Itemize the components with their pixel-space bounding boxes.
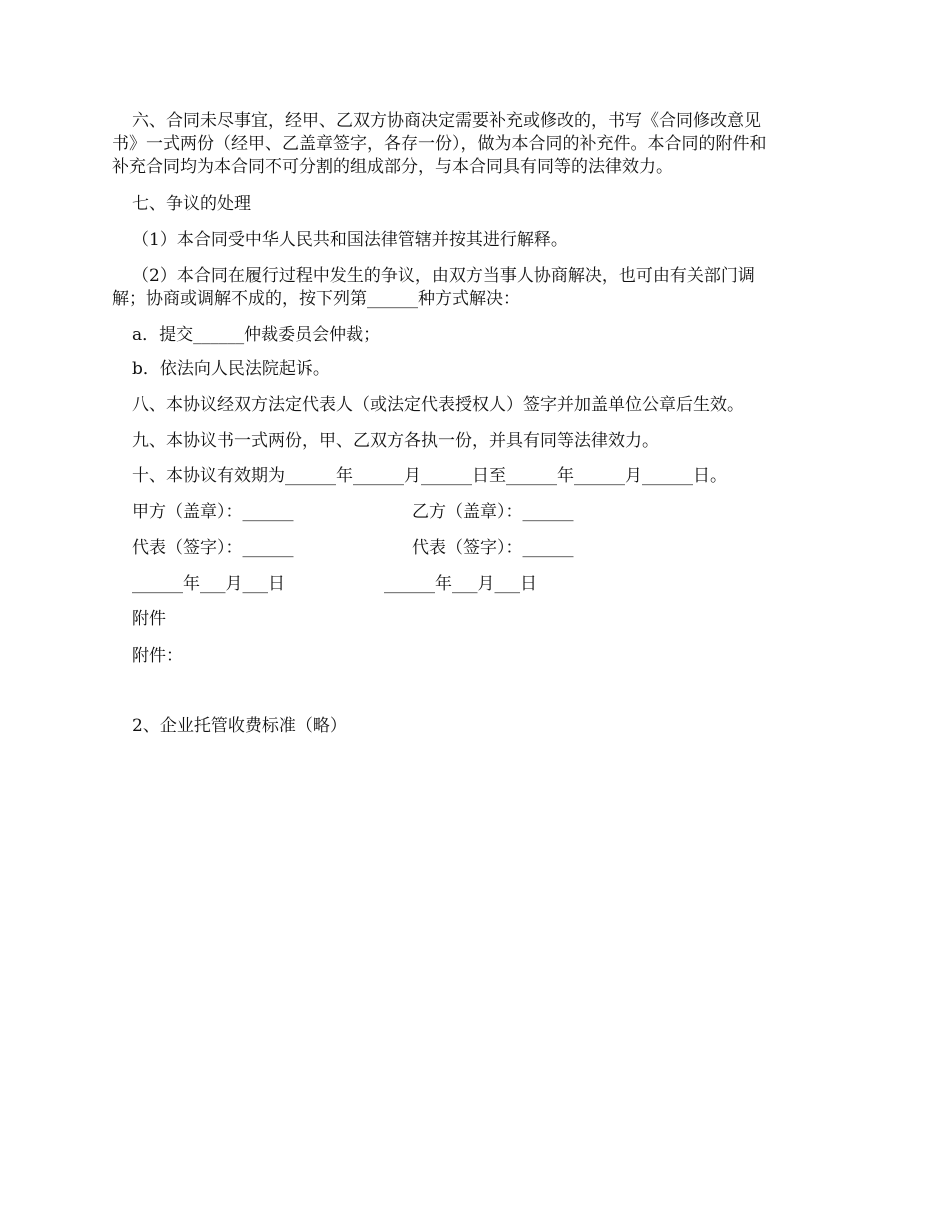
option-b: b．依法向人民法院起诉。 [132,359,330,379]
attachment-label: 附件： [132,646,183,666]
para6-line2: 书》一式两份（经甲、乙盖章签字，各存一份），做为本合同的补充件。本合同的附件和 [112,134,767,154]
para6-line1: 六、合同未尽事宜，经甲、乙双方协商决定需要补充或修改的，书写《合同修改意见 [132,111,761,131]
rep-row [132,537,862,559]
para6-line3: 补充合同均为本合同不可分割的组成部分，与本合同具有同等的法律效力。 [112,157,673,177]
party-b-rep: 代表（签字）：______ [412,538,574,558]
attachment-heading: 附件 [132,609,166,629]
date-row [132,573,862,595]
party-a-seal: 甲方（盖章）：______ [132,502,294,522]
clause7-2-line2: 解；协商或调解不成的，按下列第______种方式解决： [112,289,520,309]
section8: 八、本协议经双方法定代表人（或法定代表授权人）签字并加盖单位公章后生效。 [132,395,744,415]
party-b-date: ______年___月___日 [384,574,537,594]
seal-row [132,501,862,523]
section9: 九、本协议书一式两份，甲、乙双方各执一份，并具有同等法律效力。 [132,431,659,451]
attachment-item-2: 2、企业托管收费标准（略） [132,716,347,736]
party-a-rep: 代表（签字）：______ [132,538,294,558]
party-a-date: ______年___月___日 [132,574,285,594]
section10: 十、本协议有效期为______年______月______日至______年______月______日。 [132,466,727,486]
party-b-seal: 乙方（盖章）：______ [412,502,574,522]
clause7-2-line1: （2）本合同在履行过程中发生的争议，由双方当事人协商解决，也可由有关部门调 [132,266,755,286]
section7-heading: 七、争议的处理 [132,194,251,214]
option-a: a．提交______仲裁委员会仲裁； [132,325,381,345]
clause7-1: （1）本合同受中华人民共和国法律管辖并按其进行解释。 [132,230,568,250]
